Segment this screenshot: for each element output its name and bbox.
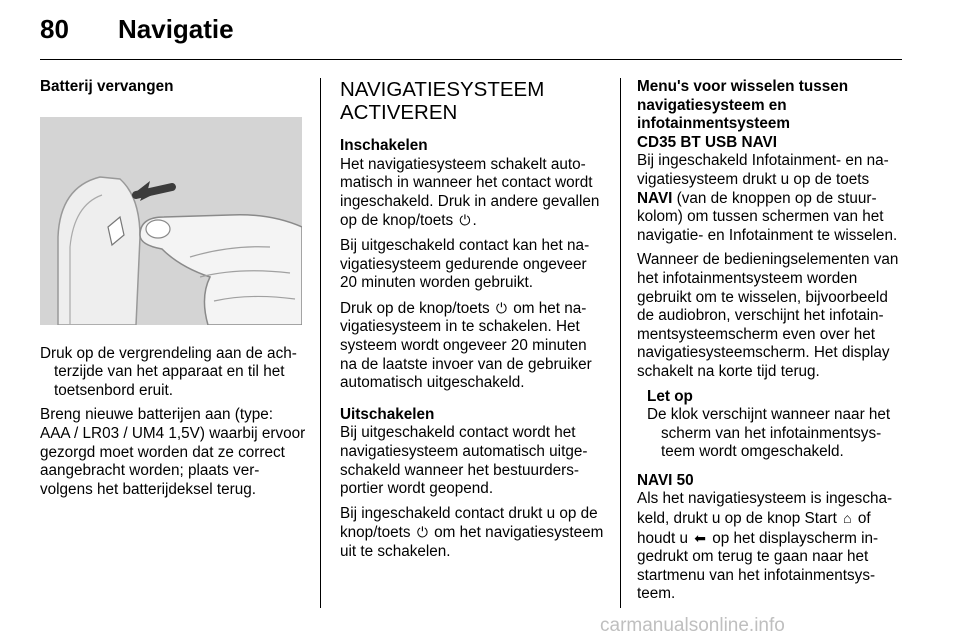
power-icon: ⏻ — [416, 524, 428, 541]
cd35-heading: CD35 BT USB NAVI — [637, 133, 777, 151]
switching-menus-heading: Menu's voor wisselen tussen navigatiesysteem en infotainmentsysteem — [637, 78, 849, 133]
main-heading-line-1: NAVIGATIESYSTEEM — [340, 78, 545, 101]
switch-off-heading: Uitschakelen — [340, 405, 435, 423]
battery-illustration — [40, 117, 302, 325]
power-icon: ⏻ — [495, 299, 507, 316]
main-heading — [340, 78, 605, 124]
switch-off-paragraph-1: Bij uitgeschakeld contact wordt het navigatiesysteem automatisch uitgeschakeld wanneer het bestuurdersportier wordt geopend. — [340, 424, 588, 498]
watermark: carmanualsonline.info — [600, 615, 785, 636]
switch-on-heading: Inschakelen — [340, 137, 428, 154]
chapter-title: Navigatie — [118, 14, 234, 44]
switch-on-paragraph-3: Druk op de knop/toets ⏻ om het navigatiesysteem in te schakelen. Het systeem wordt ongeveer 20 minuten na de laatste invoer van de gebruiker automatisch uitgeschakeld. — [340, 299, 592, 392]
battery-paragraph-1: Druk op de vergrendeling aan de achterzijde van het apparaat en til het toetsenbord eruit. — [40, 344, 297, 399]
note-body: De klok verschijnt wanneer naar het scherm van het infotainmentsysteem wordt omgeschakeld. — [647, 406, 891, 461]
main-heading-line-2: ACTIVEREN — [340, 101, 458, 124]
note-title: Let op — [647, 387, 693, 405]
power-icon: ⏻ — [459, 212, 471, 229]
hand-pressing-battery-cover-illustration — [40, 117, 302, 325]
home-icon: ⌂ — [843, 510, 852, 527]
section-heading-battery: Batterij vervangen — [40, 78, 174, 95]
battery-paragraph-2: Breng nieuwe batterijen aan (type: AAA / LR03 / UM4 1,5V) waarbij ervoor gezorgd moet worden dat ze correct aangebracht worden; plaats vervolgens het batterijdeksel terug. — [40, 406, 306, 498]
navi50-heading: NAVI 50 — [637, 471, 694, 489]
navi-key-label: NAVI — [637, 189, 673, 207]
back-arrow-icon: ⬅ — [694, 529, 707, 546]
column-divider-1 — [320, 78, 321, 608]
column-divider-2 — [620, 78, 621, 608]
note-box — [647, 388, 905, 462]
column-left — [40, 78, 306, 505]
header-rule — [40, 59, 902, 60]
switch-on-paragraph-1: Het navigatiesysteem schakelt automatisch in wanneer het contact wordt ingeschakeld. Druk in andere gevallen op de knop/toets ⏻ . — [340, 155, 600, 230]
cd35-paragraph-2: Wanneer de bedieningselementen van het infotainmentsysteem worden gebruikt om te wisselen, bijvoorbeeld de audiobron, verschijnt het infotainmentsysteemscherm even over het navigatiesysteemscherm. Het display schakelt na korte tijd terug. — [637, 251, 899, 380]
column-right — [637, 78, 905, 610]
switch-off-paragraph-2: Bij ingeschakeld contact drukt u op de knop/toets ⏻ om het navigatiesysteem uit te schakelen. — [340, 504, 604, 560]
navi50-paragraph: Als het navigatiesysteem is ingeschakeld, drukt u op de knop Start ⌂ of houdt u ⬅ op het displayscherm ingedrukt om terug te gaan naar het startmenu van het infotainmentsysteem. — [637, 490, 893, 603]
cd35-paragraph-1: Bij ingeschakeld Infotainment- en navigatiesysteem drukt u op de toets NAVI (van de knoppen op de stuurkolom) om tussen schermen van het navigatie- en Infotainment te wisselen. — [637, 152, 898, 244]
switch-on-paragraph-2: Bij uitgeschakeld contact kan het navigatiesysteem gedurende ongeveer 20 minuten worden gebruikt. — [340, 236, 590, 292]
column-middle — [340, 78, 605, 567]
page-number: 80 — [40, 14, 69, 44]
